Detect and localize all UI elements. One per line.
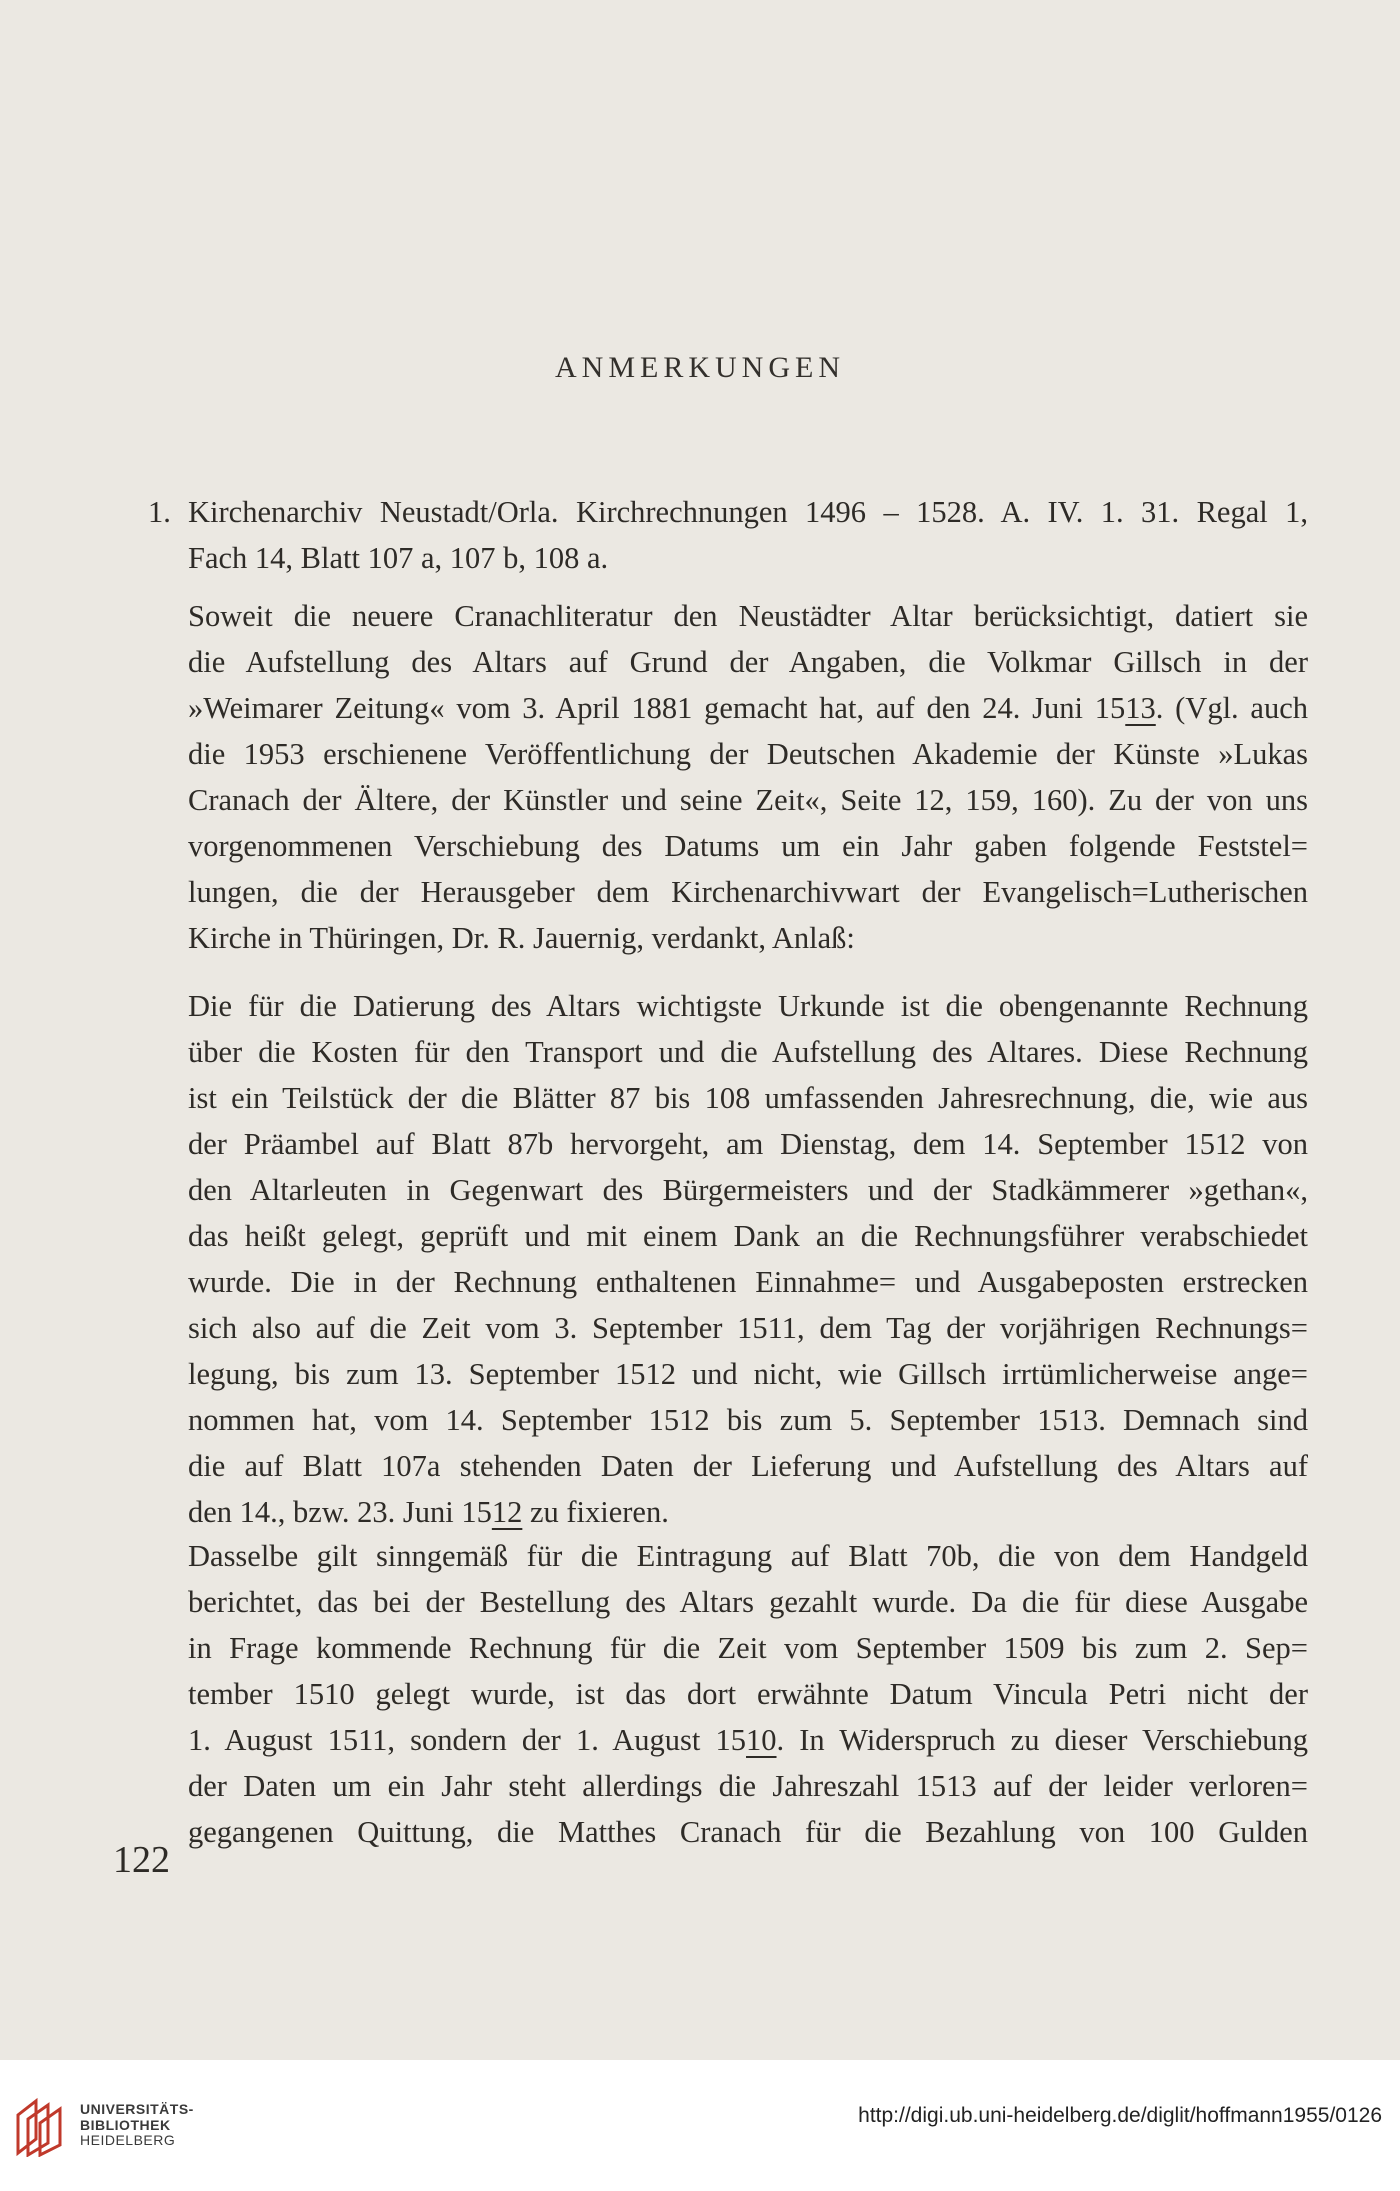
text-segment: »Weimarer Zeitung« vom 3. April 1881 gemacht hat, auf den 24. Juni 15 <box>188 691 1126 725</box>
underlined-year: 13 <box>1125 691 1156 725</box>
underlined-year: 12 <box>491 1495 523 1529</box>
text-line: Kirchenarchiv Neustadt/Orla. Kirchrechnungen 1496 – 1528. A. IV. 1. 31. Regal 1, <box>188 495 1308 529</box>
text-line: legung, bis zum 13. September 1512 und nicht, wie Gillsch irrtümlicherweise ange= <box>188 1357 1308 1391</box>
underlined-year: 10 <box>746 1723 777 1757</box>
text-segment: zu fixieren. <box>522 1495 669 1529</box>
text-line: Die für die Datierung des Altars wichtigste Urkunde ist die obengenannte Rechnung <box>188 989 1308 1023</box>
page-number: 122 <box>113 1839 170 1881</box>
note-number: 1. <box>148 495 171 529</box>
section-heading: ANMERKUNGEN <box>555 351 845 384</box>
library-name-line: BIBLIOTHEK <box>80 2116 171 2133</box>
text-segment: . In Widerspruch zu dieser Verschiebung <box>776 1723 1308 1757</box>
text-segment: . (Vgl. auch <box>1155 691 1308 725</box>
text-line-with-underline <box>188 685 1308 731</box>
text-line: über die Kosten für den Transport und die Aufstellung des Altares. Diese Rechnung <box>188 1035 1308 1069</box>
text-line-with-underline <box>188 1489 1308 1535</box>
paragraph-3 <box>188 1533 1308 1855</box>
text-line: Soweit die neuere Cranachliteratur den Neustädter Altar berücksichtigt, datiert sie <box>188 599 1308 633</box>
text-line: die auf Blatt 107a stehenden Daten der Lieferung und Aufstellung des Altars auf <box>188 1449 1308 1483</box>
digitization-footer <box>0 2060 1400 2191</box>
permalink-url[interactable]: http://digi.ub.uni-heidelberg.de/diglit/hoffmann1955/0126 <box>858 2104 1382 2127</box>
text-segment: den 14., bzw. 23. Juni 15 <box>188 1495 492 1529</box>
text-line: in Frage kommende Rechnung für die Zeit vom September 1509 bis zum 2. Sep= <box>188 1631 1308 1665</box>
text-line: Dasselbe gilt sinngemäß für die Eintragung auf Blatt 70b, die von dem Handgeld <box>188 1539 1308 1573</box>
text-line: berichtet, das bei der Bestellung des Altars gezahlt wurde. Da die für diese Ausgabe <box>188 1585 1308 1619</box>
text-line: das heißt gelegt, geprüft und mit einem Dank an die Rechnungsführer verabschiedet <box>188 1219 1308 1253</box>
paragraph-2 <box>188 983 1308 1535</box>
text-line: Fach 14, Blatt 107 a, 107 b, 108 a. <box>188 541 609 575</box>
text-line: gegangenen Quittung, die Matthes Cranach für die Bezahlung von 100 Gulden <box>188 1815 1308 1849</box>
text-line: die Aufstellung des Altars auf Grund der Angaben, die Volkmar Gillsch in der <box>188 645 1308 679</box>
text-line: die 1953 erschienene Veröffentlichung der Deutschen Akademie der Künste »Lukas <box>188 737 1308 771</box>
text-line: Cranach der Ältere, der Künstler und seine Zeit«, Seite 12, 159, 160). Zu der von uns <box>188 783 1308 817</box>
text-line: wurde. Die in der Rechnung enthaltenen Einnahme= und Ausgabeposten erstrecken <box>188 1265 1308 1299</box>
text-line: lungen, die der Herausgeber dem Kirchenarchivwart der Evangelisch=Lutherischen <box>188 875 1308 909</box>
library-logo-icon <box>14 2097 66 2157</box>
text-line: sich also auf die Zeit vom 3. September 1511, dem Tag der vorjährigen Rechnungs= <box>188 1311 1308 1345</box>
text-line: vorgenommenen Verschiebung des Datums um ein Jahr gaben folgende Feststel= <box>188 829 1308 863</box>
text-line: den Altarleuten in Gegenwart des Bürgermeisters und der Stadkämmerer »gethan«, <box>188 1173 1308 1207</box>
library-name-line: UNIVERSITÄTS- <box>80 2101 194 2117</box>
text-line-with-underline <box>188 1717 1308 1763</box>
text-line: Kirche in Thüringen, Dr. R. Jauernig, verdankt, Anlaß: <box>188 921 855 955</box>
text-segment: 1. August 1511, sondern der 1. August 15 <box>188 1723 747 1757</box>
library-name <box>80 2102 194 2149</box>
text-line: ist ein Teilstück der die Blätter 87 bis 108 umfassenden Jahresrechnung, die, wie aus <box>188 1081 1308 1115</box>
text-line: tember 1510 gelegt wurde, ist das dort erwähnte Datum Vincula Petri nicht der <box>188 1677 1308 1711</box>
text-line: der Daten um ein Jahr steht allerdings die Jahreszahl 1513 auf der leider verloren= <box>188 1769 1308 1803</box>
note-1-citation <box>188 489 1308 581</box>
text-line: nommen hat, vom 14. September 1512 bis zum 5. September 1513. Demnach sind <box>188 1403 1308 1437</box>
paragraph-1 <box>188 593 1308 961</box>
library-name-line: HEIDELBERG <box>80 2132 176 2148</box>
text-line: der Präambel auf Blatt 87b hervorgeht, am Dienstag, dem 14. September 1512 von <box>188 1127 1308 1161</box>
